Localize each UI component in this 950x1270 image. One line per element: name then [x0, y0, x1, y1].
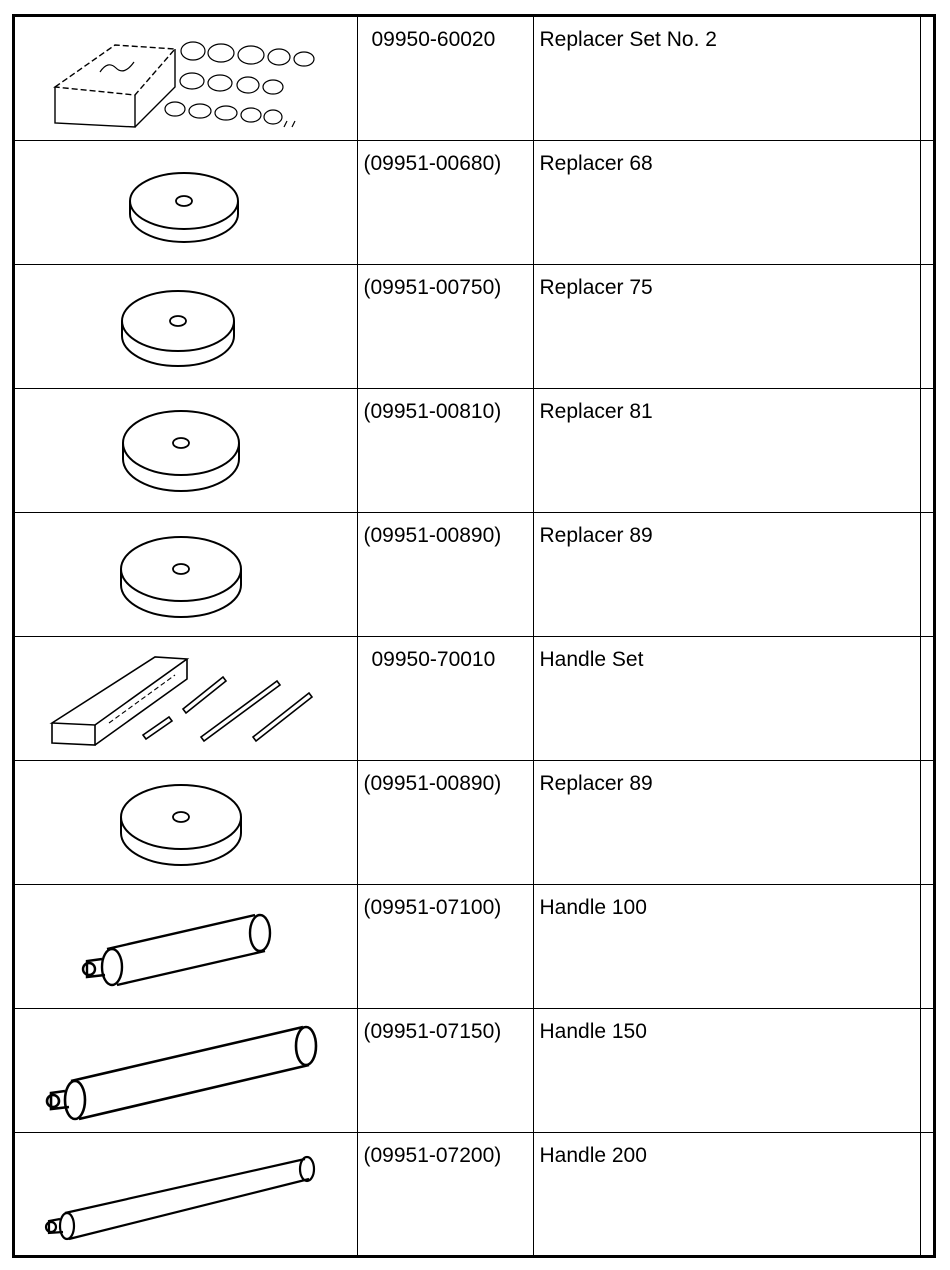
replacer-disc-icon — [15, 389, 357, 512]
tool-number: (09951-00680) — [357, 141, 533, 265]
tool-name: Replacer Set No. 2 — [533, 17, 920, 141]
tool-name: Handle Set — [533, 637, 920, 761]
tool-figure-cell — [15, 1009, 357, 1133]
replacer-disc-icon — [15, 265, 357, 388]
blank-cell — [920, 389, 933, 513]
tool-name: Replacer 68 — [533, 141, 920, 265]
tool-figure-cell — [15, 17, 357, 141]
blank-cell — [920, 1133, 933, 1257]
blank-cell — [920, 17, 933, 141]
tool-row — [15, 17, 933, 141]
tool-row — [15, 513, 933, 637]
blank-cell — [920, 141, 933, 265]
replacer-disc-icon — [15, 761, 357, 884]
handle-icon — [15, 885, 357, 1008]
handle-set-case-icon — [15, 637, 357, 760]
tool-row — [15, 1133, 933, 1257]
tool-row — [15, 637, 933, 761]
tool-number: (09951-07200) — [357, 1133, 533, 1257]
tool-name: Replacer 75 — [533, 265, 920, 389]
replacer-disc-icon — [15, 513, 357, 636]
tool-number: (09951-07100) — [357, 885, 533, 1009]
tool-name: Replacer 89 — [533, 513, 920, 637]
special-tools-table — [12, 14, 936, 1258]
blank-cell — [920, 1009, 933, 1133]
tool-figure-cell — [15, 885, 357, 1009]
tool-row — [15, 141, 933, 265]
tool-number: (09951-00810) — [357, 389, 533, 513]
replacer-disc-icon — [15, 141, 357, 264]
tool-row — [15, 885, 933, 1009]
tool-figure-cell — [15, 637, 357, 761]
tool-figure-cell — [15, 513, 357, 637]
handle-icon — [15, 1009, 357, 1132]
tool-row — [15, 265, 933, 389]
tool-row — [15, 761, 933, 885]
tool-number: 09950-70010 — [357, 637, 533, 761]
blank-cell — [920, 761, 933, 885]
tool-name: Handle 150 — [533, 1009, 920, 1133]
tool-figure-cell — [15, 1133, 357, 1257]
handle-icon — [15, 1133, 357, 1256]
blank-cell — [920, 885, 933, 1009]
blank-cell — [920, 265, 933, 389]
blank-cell — [920, 637, 933, 761]
tool-row — [15, 1009, 933, 1133]
tool-number: 09950-60020 — [357, 17, 533, 141]
blank-cell — [920, 513, 933, 637]
tool-row — [15, 389, 933, 513]
tool-name: Replacer 81 — [533, 389, 920, 513]
replacer-set-case-icon — [15, 17, 357, 140]
tool-figure-cell — [15, 389, 357, 513]
tool-name: Replacer 89 — [533, 761, 920, 885]
tool-figure-cell — [15, 141, 357, 265]
tool-number: (09951-00890) — [357, 513, 533, 637]
tool-figure-cell — [15, 265, 357, 389]
tool-name: Handle 200 — [533, 1133, 920, 1257]
tool-number: (09951-07150) — [357, 1009, 533, 1133]
tool-number: (09951-00890) — [357, 761, 533, 885]
tool-name: Handle 100 — [533, 885, 920, 1009]
tool-figure-cell — [15, 761, 357, 885]
tool-number: (09951-00750) — [357, 265, 533, 389]
